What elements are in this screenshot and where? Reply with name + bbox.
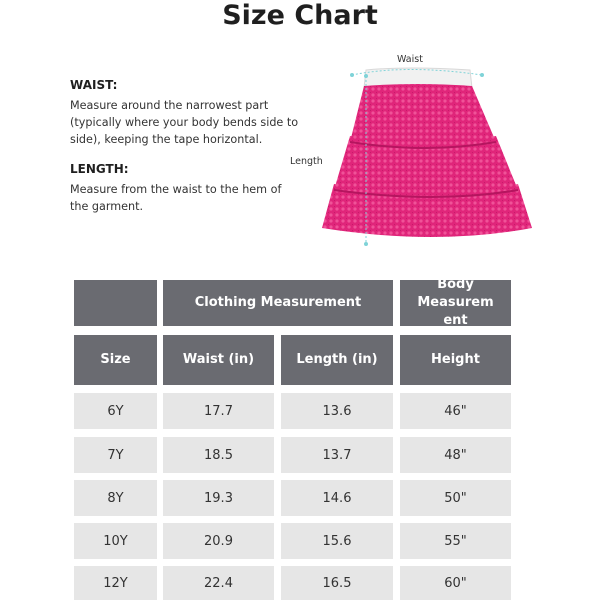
table-cell-length: 14.6 [281,480,393,516]
length-instructions [70,161,300,215]
column-header-length: Length (in) [281,335,393,385]
table-corner [74,280,157,326]
column-header-size: Size [74,335,157,385]
table-cell-length: 15.6 [281,523,393,559]
skirt-diagram [286,50,536,250]
waist-instructions [70,77,320,148]
table-cell-waist: 22.4 [163,566,274,600]
length-label: Length [290,156,323,167]
table-cell-length: 16.5 [281,566,393,600]
table-cell-waist: 20.9 [163,523,274,559]
table-cell-size: 10Y [74,523,157,559]
group-header-body: Body Measurem ent [400,280,511,326]
column-header-waist: Waist (in) [163,335,274,385]
table-cell-waist: 17.7 [163,393,274,429]
waist-heading: WAIST: [70,78,118,92]
table-cell-height: 46" [400,393,511,429]
table-cell-height: 60" [400,566,511,600]
table-cell-height: 55" [400,523,511,559]
column-header-height: Height [400,335,511,385]
length-text: Measure from the waist to the hem of the garment. [70,183,282,213]
table-cell-height: 50" [400,480,511,516]
table-cell-length: 13.6 [281,393,393,429]
skirt-illustration [286,50,536,250]
table-cell-size: 6Y [74,393,157,429]
table-cell-waist: 18.5 [163,437,274,473]
table-cell-size: 7Y [74,437,157,473]
length-heading: LENGTH: [70,162,129,176]
table-cell-height: 48" [400,437,511,473]
page-title: Size Chart [222,0,378,31]
table-cell-size: 8Y [74,480,157,516]
group-header-clothing: Clothing Measurement [163,280,393,326]
table-cell-size: 12Y [74,566,157,600]
waist-label: Waist [397,54,423,65]
table-cell-waist: 19.3 [163,480,274,516]
table-cell-length: 13.7 [281,437,393,473]
waist-text: Measure around the narrowest part (typically where your body bends side to side), keeping the tape horizontal. [70,99,299,146]
